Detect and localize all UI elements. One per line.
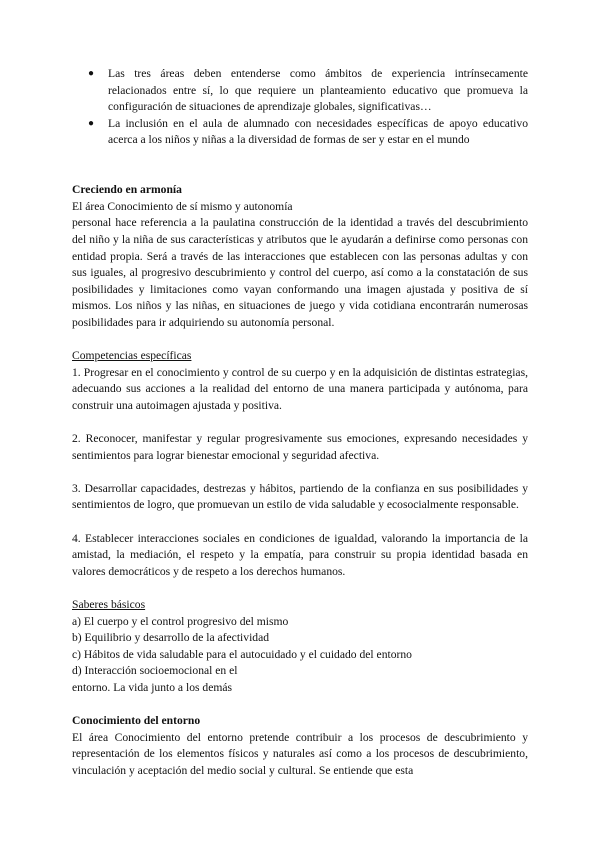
- competencias-title: Competencias específicas: [72, 349, 192, 363]
- bullet-icon: ●: [88, 68, 95, 79]
- section-paragraph: El área Conocimiento del entorno pretende contribuir a los procesos de descubrimiento y representación de los elementos físicos y naturales así como a los procesos de descubrimiento, vinculación y aceptación del medio social y cultural. Se entiende que esta: [72, 730, 528, 777]
- competencia-item: 2. Reconocer, manifestar y regular progresivamente sus emociones, expresando necesidades y sentimientos para lograr bienestar emocional y seguridad afectiva.: [72, 432, 528, 462]
- spacer: [72, 166, 528, 183]
- spacer: [72, 514, 528, 531]
- bullet-item: [72, 66, 528, 116]
- section-heading-entorno: Conocimiento del entorno: [72, 714, 201, 728]
- saberes-title: Saberes básicos: [72, 598, 146, 611]
- saberes-item: a) El cuerpo y el control progresivo del mismo: [72, 614, 289, 628]
- spacer: [72, 464, 528, 481]
- spacer: [72, 580, 528, 597]
- spacer: [72, 414, 528, 431]
- competencia-item: 3. Desarrollar capacidades, destrezas y hábitos, partiendo de la confianza en sus posibilidades y sentimientos de logro, que promuevan un estilo de vida saludable y ecosocialmente responsable.: [72, 481, 528, 512]
- spacer: [72, 332, 528, 349]
- page-content: [72, 66, 528, 780]
- saberes-item: b) Equilibrio y desarrollo de la afectividad: [72, 631, 270, 645]
- bullet-list: [72, 66, 528, 149]
- bullet-icon: ●: [88, 117, 95, 129]
- saberes-item: entorno. La vida junto a los demás: [72, 680, 233, 694]
- spacer: [72, 697, 528, 714]
- bullet-text: Las tres áreas deben entenderse como ámbitos de experiencia intrínsecamente relacionados entre sí, lo que requiere un planteamiento educativo que promueva la configuración de situaciones de aprendizaje globales, significativas…: [108, 67, 528, 114]
- bullet-item: [72, 116, 528, 149]
- spacer: [72, 149, 528, 166]
- saberes-item: c) Hábitos de vida saludable para el autocuidado y el cuidado del entorno: [72, 647, 412, 661]
- competencia-item: 4. Establecer interacciones sociales en condiciones de igualdad, valorando la importancia de la amistad, la mediación, el respeto y la empatía, para construir su propia identidad basada en valores democráticos y de respeto a los derechos humanos.: [72, 531, 528, 578]
- section-heading-creciendo: Creciendo en armonía: [72, 183, 182, 197]
- competencia-item: 1. Progresar en el conocimiento y control de su cuerpo y en la adquisición de distintas estrategias, adecuando sus acciones a la realidad del entorno de una manera participada y autónoma, para construir una autoimagen ajustada y positiva.: [72, 365, 528, 412]
- saberes-item: d) Interacción socioemocional en el: [72, 664, 238, 678]
- section-subtitle: El área Conocimiento de sí mismo y autonomía: [72, 199, 293, 213]
- bullet-text: La inclusión en el aula de alumnado con necesidades específicas de apoyo educativo acerca a los niños y niñas a la diversidad de formas de ser y estar en el mundo: [108, 116, 528, 147]
- section-paragraph: personal hace referencia a la paulatina construcción de la identidad a través del descubrimiento del niño y la niña de sus características y atributos que le ayudarán a definirse como personas con entidad propia. Será a través de las interacciones que establecen con las personas adultas y con sus iguales, al progresivo descubrimiento y control del cuerpo, así como a la constatación de sus posibilidades y limitaciones como vayan conformando una imagen ajustada y positiva de sí mismos. Los niños y las niñas, en situaciones de juego y vida cotidiana encontrarán numerosas posibilidades para ir adquiriendo su autonomía personal.: [72, 216, 528, 329]
